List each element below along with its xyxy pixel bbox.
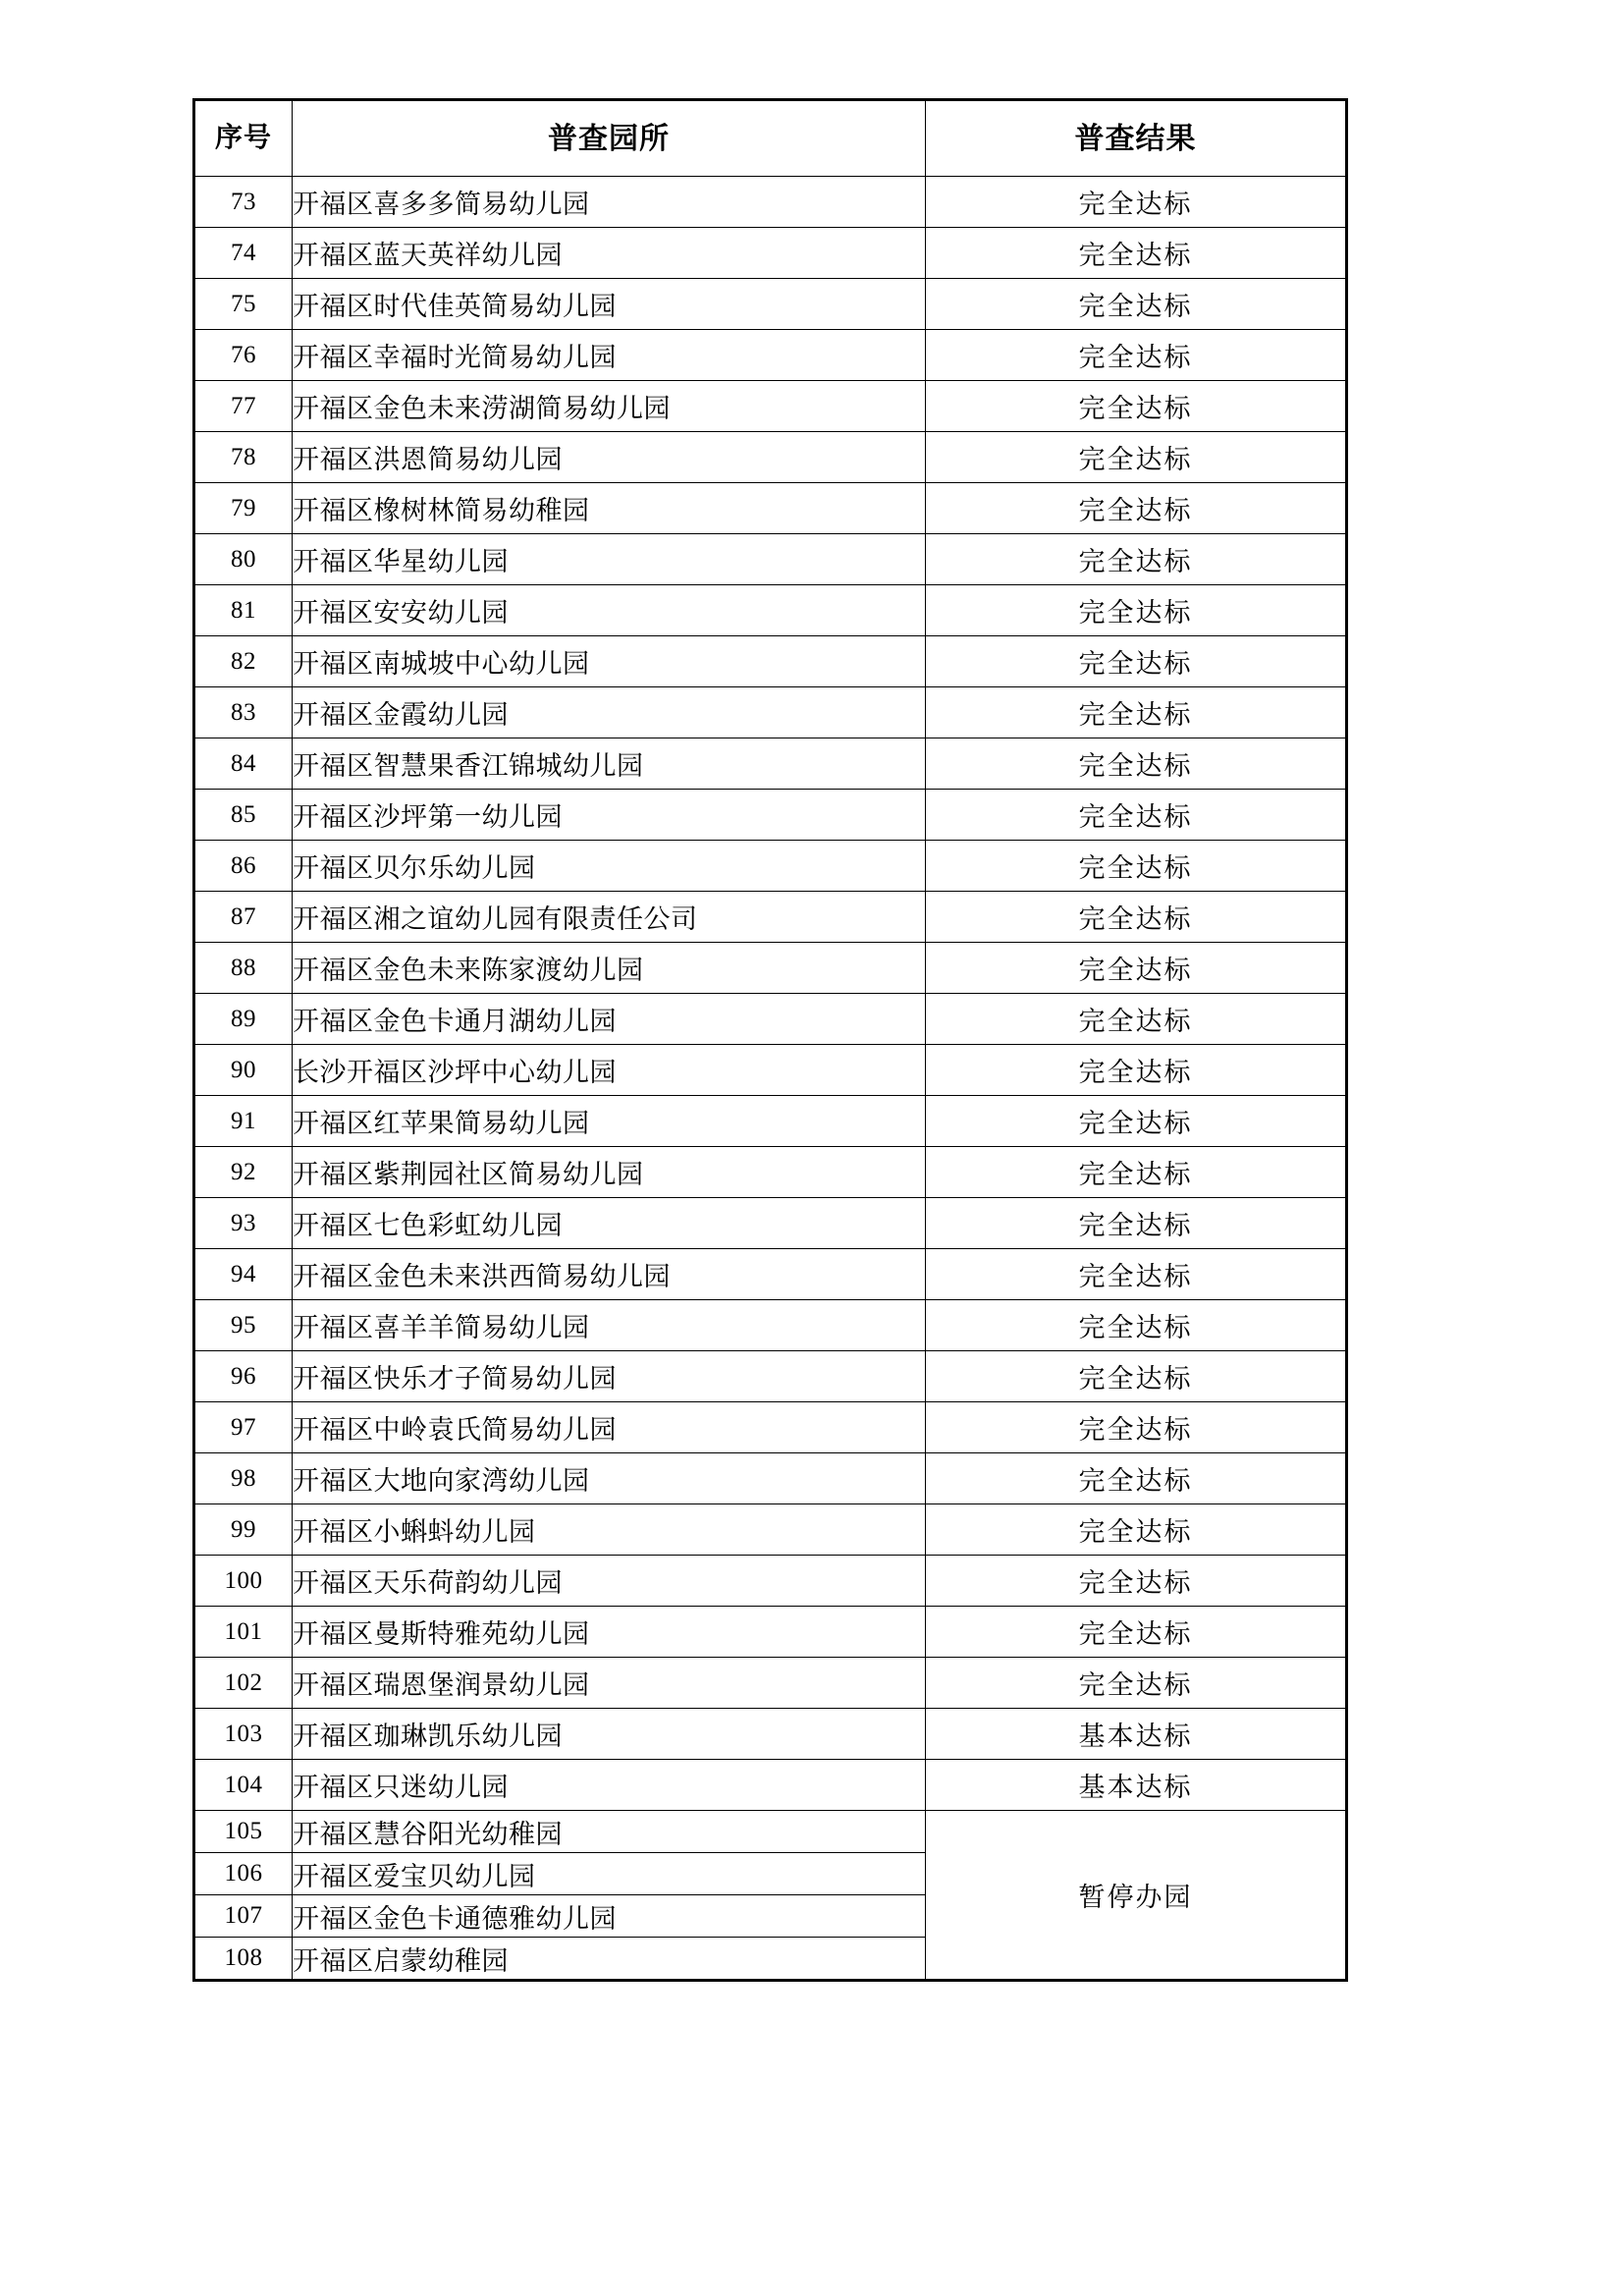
table-row	[194, 1709, 1347, 1760]
cell-seq: 103	[194, 1709, 293, 1760]
cell-seq: 97	[194, 1402, 293, 1453]
table-row	[194, 432, 1347, 483]
table-row	[194, 177, 1347, 228]
table-row	[194, 636, 1347, 687]
table-row	[194, 534, 1347, 585]
cell-result: 完全达标	[926, 1045, 1347, 1096]
cell-institution-name: 开福区小蝌蚪幼儿园	[293, 1504, 926, 1556]
cell-institution-name: 开福区珈琳凯乐幼儿园	[293, 1709, 926, 1760]
cell-result: 完全达标	[926, 1096, 1347, 1147]
table-row	[194, 1198, 1347, 1249]
cell-seq: 106	[194, 1853, 293, 1895]
cell-seq: 80	[194, 534, 293, 585]
cell-result-merged: 暂停办园	[926, 1811, 1347, 1981]
cell-institution-name: 开福区智慧果香江锦城幼儿园	[293, 738, 926, 790]
cell-result: 完全达标	[926, 1351, 1347, 1402]
cell-seq: 94	[194, 1249, 293, 1300]
table-row	[194, 1556, 1347, 1607]
cell-institution-name: 开福区金霞幼儿园	[293, 687, 926, 738]
cell-institution-name: 开福区南城坡中心幼儿园	[293, 636, 926, 687]
cell-institution-name: 开福区只迷幼儿园	[293, 1760, 926, 1811]
cell-result: 完全达标	[926, 1556, 1347, 1607]
table-row	[194, 1351, 1347, 1402]
cell-result: 完全达标	[926, 1300, 1347, 1351]
cell-result: 完全达标	[926, 381, 1347, 432]
cell-seq: 81	[194, 585, 293, 636]
table-row	[194, 1402, 1347, 1453]
cell-seq: 92	[194, 1147, 293, 1198]
cell-result: 完全达标	[926, 1147, 1347, 1198]
column-header-name: 普查园所	[293, 100, 926, 177]
table-row	[194, 1453, 1347, 1504]
cell-institution-name: 开福区贝尔乐幼儿园	[293, 841, 926, 892]
table-row	[194, 1504, 1347, 1556]
cell-institution-name: 开福区紫荆园社区简易幼儿园	[293, 1147, 926, 1198]
cell-seq: 95	[194, 1300, 293, 1351]
cell-seq: 96	[194, 1351, 293, 1402]
cell-seq: 73	[194, 177, 293, 228]
cell-result: 完全达标	[926, 177, 1347, 228]
cell-result: 完全达标	[926, 687, 1347, 738]
cell-institution-name: 开福区安安幼儿园	[293, 585, 926, 636]
cell-seq: 74	[194, 228, 293, 279]
cell-seq: 108	[194, 1938, 293, 1981]
cell-institution-name: 开福区沙坪第一幼儿园	[293, 790, 926, 841]
cell-seq: 91	[194, 1096, 293, 1147]
table-row	[194, 330, 1347, 381]
cell-institution-name: 开福区时代佳英简易幼儿园	[293, 279, 926, 330]
cell-institution-name: 长沙开福区沙坪中心幼儿园	[293, 1045, 926, 1096]
cell-seq: 87	[194, 892, 293, 943]
cell-institution-name: 开福区快乐才子简易幼儿园	[293, 1351, 926, 1402]
cell-institution-name: 开福区慧谷阳光幼稚园	[293, 1811, 926, 1853]
cell-result: 完全达标	[926, 1453, 1347, 1504]
cell-institution-name: 开福区瑞恩堡润景幼儿园	[293, 1658, 926, 1709]
cell-seq: 93	[194, 1198, 293, 1249]
cell-seq: 84	[194, 738, 293, 790]
cell-result: 完全达标	[926, 483, 1347, 534]
cell-seq: 79	[194, 483, 293, 534]
cell-seq: 100	[194, 1556, 293, 1607]
cell-result: 完全达标	[926, 279, 1347, 330]
cell-institution-name: 开福区金色未来陈家渡幼儿园	[293, 943, 926, 994]
table-row	[194, 483, 1347, 534]
cell-institution-name: 开福区金色卡通月湖幼儿园	[293, 994, 926, 1045]
cell-institution-name: 开福区启蒙幼稚园	[293, 1938, 926, 1981]
table-row	[194, 1096, 1347, 1147]
table-row	[194, 1249, 1347, 1300]
cell-institution-name: 开福区中岭袁氏简易幼儿园	[293, 1402, 926, 1453]
cell-institution-name: 开福区大地向家湾幼儿园	[293, 1453, 926, 1504]
cell-institution-name: 开福区金色卡通德雅幼儿园	[293, 1895, 926, 1938]
cell-result: 完全达标	[926, 636, 1347, 687]
cell-institution-name: 开福区湘之谊幼儿园有限责任公司	[293, 892, 926, 943]
cell-seq: 90	[194, 1045, 293, 1096]
table-row	[194, 892, 1347, 943]
table-row	[194, 1045, 1347, 1096]
cell-result: 完全达标	[926, 1402, 1347, 1453]
cell-seq: 102	[194, 1658, 293, 1709]
cell-result: 基本达标	[926, 1760, 1347, 1811]
cell-seq: 76	[194, 330, 293, 381]
census-table-container	[192, 98, 1345, 1982]
cell-seq: 75	[194, 279, 293, 330]
cell-result: 完全达标	[926, 1198, 1347, 1249]
cell-institution-name: 开福区金色未来涝湖简易幼儿园	[293, 381, 926, 432]
cell-institution-name: 开福区曼斯特雅苑幼儿园	[293, 1607, 926, 1658]
cell-institution-name: 开福区华星幼儿园	[293, 534, 926, 585]
table-row	[194, 1760, 1347, 1811]
cell-result: 完全达标	[926, 841, 1347, 892]
cell-seq: 86	[194, 841, 293, 892]
cell-result: 完全达标	[926, 1607, 1347, 1658]
cell-institution-name: 开福区蓝天英祥幼儿园	[293, 228, 926, 279]
cell-result: 完全达标	[926, 534, 1347, 585]
cell-seq: 89	[194, 994, 293, 1045]
cell-result: 完全达标	[926, 738, 1347, 790]
table-row	[194, 1300, 1347, 1351]
table-row	[194, 1607, 1347, 1658]
cell-seq: 105	[194, 1811, 293, 1853]
cell-result: 完全达标	[926, 432, 1347, 483]
cell-seq: 101	[194, 1607, 293, 1658]
table-row	[194, 1147, 1347, 1198]
cell-result: 完全达标	[926, 994, 1347, 1045]
cell-institution-name: 开福区洪恩简易幼儿园	[293, 432, 926, 483]
cell-result: 完全达标	[926, 330, 1347, 381]
cell-result: 完全达标	[926, 892, 1347, 943]
cell-seq: 78	[194, 432, 293, 483]
column-header-seq: 序号	[194, 100, 293, 177]
cell-result: 完全达标	[926, 1249, 1347, 1300]
column-header-result: 普查结果	[926, 100, 1347, 177]
cell-institution-name: 开福区七色彩虹幼儿园	[293, 1198, 926, 1249]
table-row	[194, 943, 1347, 994]
cell-result: 基本达标	[926, 1709, 1347, 1760]
cell-seq: 85	[194, 790, 293, 841]
cell-institution-name: 开福区爱宝贝幼儿园	[293, 1853, 926, 1895]
cell-result: 完全达标	[926, 790, 1347, 841]
table-header	[194, 100, 1347, 177]
table-row	[194, 279, 1347, 330]
cell-seq: 82	[194, 636, 293, 687]
table-row	[194, 790, 1347, 841]
table-row	[194, 381, 1347, 432]
cell-result: 完全达标	[926, 1504, 1347, 1556]
cell-result: 完全达标	[926, 943, 1347, 994]
cell-result: 完全达标	[926, 585, 1347, 636]
table-row	[194, 687, 1347, 738]
cell-seq: 98	[194, 1453, 293, 1504]
cell-seq: 83	[194, 687, 293, 738]
cell-institution-name: 开福区幸福时光简易幼儿园	[293, 330, 926, 381]
table-row	[194, 585, 1347, 636]
table-row	[194, 738, 1347, 790]
table-header-row	[194, 100, 1347, 177]
cell-institution-name: 开福区金色未来洪西简易幼儿园	[293, 1249, 926, 1300]
table-body	[194, 177, 1347, 1981]
table-row	[194, 1658, 1347, 1709]
cell-institution-name: 开福区喜多多简易幼儿园	[293, 177, 926, 228]
table-row	[194, 1811, 1347, 1853]
cell-seq: 104	[194, 1760, 293, 1811]
census-table	[192, 98, 1348, 1982]
table-row	[194, 228, 1347, 279]
cell-seq: 99	[194, 1504, 293, 1556]
cell-seq: 107	[194, 1895, 293, 1938]
cell-seq: 88	[194, 943, 293, 994]
cell-institution-name: 开福区天乐荷韵幼儿园	[293, 1556, 926, 1607]
table-row	[194, 841, 1347, 892]
cell-result: 完全达标	[926, 228, 1347, 279]
table-row	[194, 994, 1347, 1045]
cell-seq: 77	[194, 381, 293, 432]
cell-institution-name: 开福区喜羊羊简易幼儿园	[293, 1300, 926, 1351]
cell-institution-name: 开福区橡树林简易幼稚园	[293, 483, 926, 534]
cell-result: 完全达标	[926, 1658, 1347, 1709]
cell-institution-name: 开福区红苹果简易幼儿园	[293, 1096, 926, 1147]
